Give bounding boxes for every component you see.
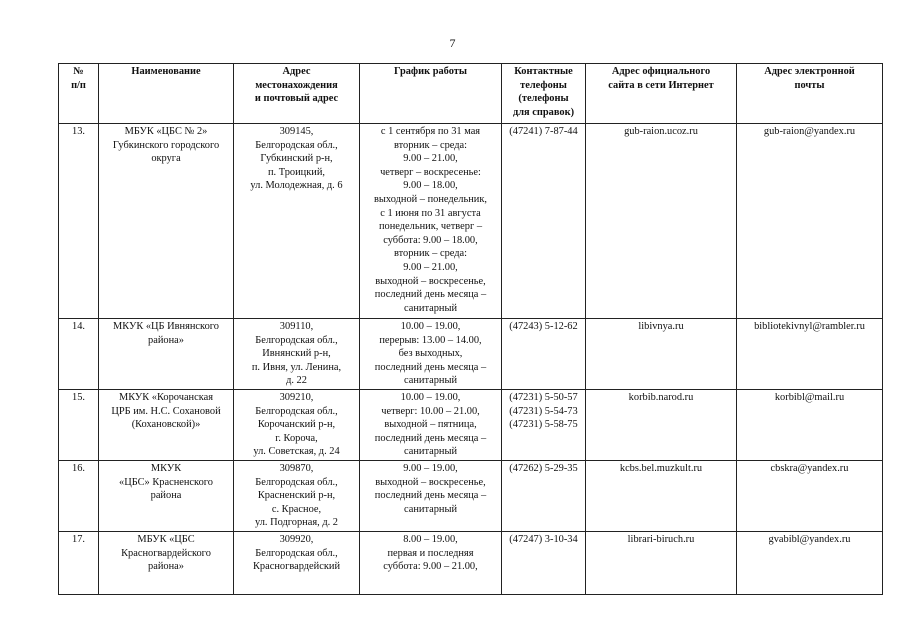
library-table <box>58 63 883 595</box>
library-schedule: 10.00 – 19.00, перерыв: 13.00 – 14.00, без выходных, последний день месяца – санитарный <box>360 319 502 390</box>
library-website: libivnya.ru <box>586 319 737 390</box>
header-phone: Контактные телефоны (телефоны для справок) <box>502 64 586 124</box>
library-schedule: 10.00 – 19.00, четверг: 10.00 – 21.00, выходной – пятница, последний день месяца – санитарный <box>360 389 502 460</box>
row-number: 14. <box>59 319 99 390</box>
library-email: korbibl@mail.ru <box>737 389 883 460</box>
library-email: gvabibl@yandex.ru <box>737 531 883 594</box>
library-phone: (47262) 5-29-35 <box>502 460 586 531</box>
row-number: 17. <box>59 531 99 594</box>
library-address: 309870, Белгородская обл., Красненский р-н, с. Красное, ул. Подгорная, д. 2 <box>234 460 360 531</box>
library-website: librari-biruch.ru <box>586 531 737 594</box>
library-name: МБУК «ЦБС Красногвардейского района» <box>99 531 234 594</box>
library-schedule: 8.00 – 19.00, первая и последняя суббота: 9.00 – 21.00, <box>360 531 502 594</box>
library-phone: (47241) 7-87-44 <box>502 124 586 319</box>
table-row <box>59 389 883 460</box>
header-schedule: График работы <box>360 64 502 124</box>
table-row <box>59 531 883 594</box>
library-email: bibliotekivnyl@rambler.ru <box>737 319 883 390</box>
library-schedule: 9.00 – 19.00, выходной – воскресенье, последний день месяца – санитарный <box>360 460 502 531</box>
library-address: 309110, Белгородская обл., Ивнянский р-н, п. Ивня, ул. Ленина, д. 22 <box>234 319 360 390</box>
library-schedule: с 1 сентября по 31 мая вторник – среда: 9.00 – 21.00, четверг – воскресенье: 9.00 – 18.00, выходной – понедельник, с 1 июня по 31 августа понедельник, четверг – суббота: 9.00 – 18.00, вторник – среда: 9.00 – 21.00, выходной – воскресенье, последний день месяца – санитарный <box>360 124 502 319</box>
table-row <box>59 124 883 319</box>
library-website: korbib.narod.ru <box>586 389 737 460</box>
library-phone: (47243) 5-12-62 <box>502 319 586 390</box>
library-website: kcbs.bel.muzkult.ru <box>586 460 737 531</box>
library-phone: (47247) 3-10-34 <box>502 531 586 594</box>
row-number: 15. <box>59 389 99 460</box>
library-name: МКУК «ЦБ Ивнянского района» <box>99 319 234 390</box>
library-email: gub-raion@yandex.ru <box>737 124 883 319</box>
row-number: 13. <box>59 124 99 319</box>
table-row <box>59 319 883 390</box>
library-name: МКУК «ЦБС» Красненского района <box>99 460 234 531</box>
header-number: № п/п <box>59 64 99 124</box>
header-website: Адрес официального сайта в сети Интернет <box>586 64 737 124</box>
library-name: МБУК «ЦБС № 2» Губкинского городского округа <box>99 124 234 319</box>
library-address: 309210, Белгородская обл., Корочанский р-н, г. Короча, ул. Советская, д. 24 <box>234 389 360 460</box>
library-name: МКУК «Корочанская ЦРБ им. Н.С. Сохановой (Кохановской)» <box>99 389 234 460</box>
library-website: gub-raion.ucoz.ru <box>586 124 737 319</box>
library-address: 309920, Белгородская обл., Красногвардейский <box>234 531 360 594</box>
table-header-row <box>59 64 883 124</box>
header-name: Наименование <box>99 64 234 124</box>
library-email: cbskra@yandex.ru <box>737 460 883 531</box>
library-address: 309145, Белгородская обл., Губкинский р-н, п. Троицкий, ул. Молодежная, д. 6 <box>234 124 360 319</box>
table-row <box>59 460 883 531</box>
page-number: 7 <box>449 36 456 50</box>
header-email: Адрес электронной почты <box>737 64 883 124</box>
header-address: Адрес местонахождения и почтовый адрес <box>234 64 360 124</box>
library-phone: (47231) 5-50-57 (47231) 5-54-73 (47231) 5-58-75 <box>502 389 586 460</box>
row-number: 16. <box>59 460 99 531</box>
